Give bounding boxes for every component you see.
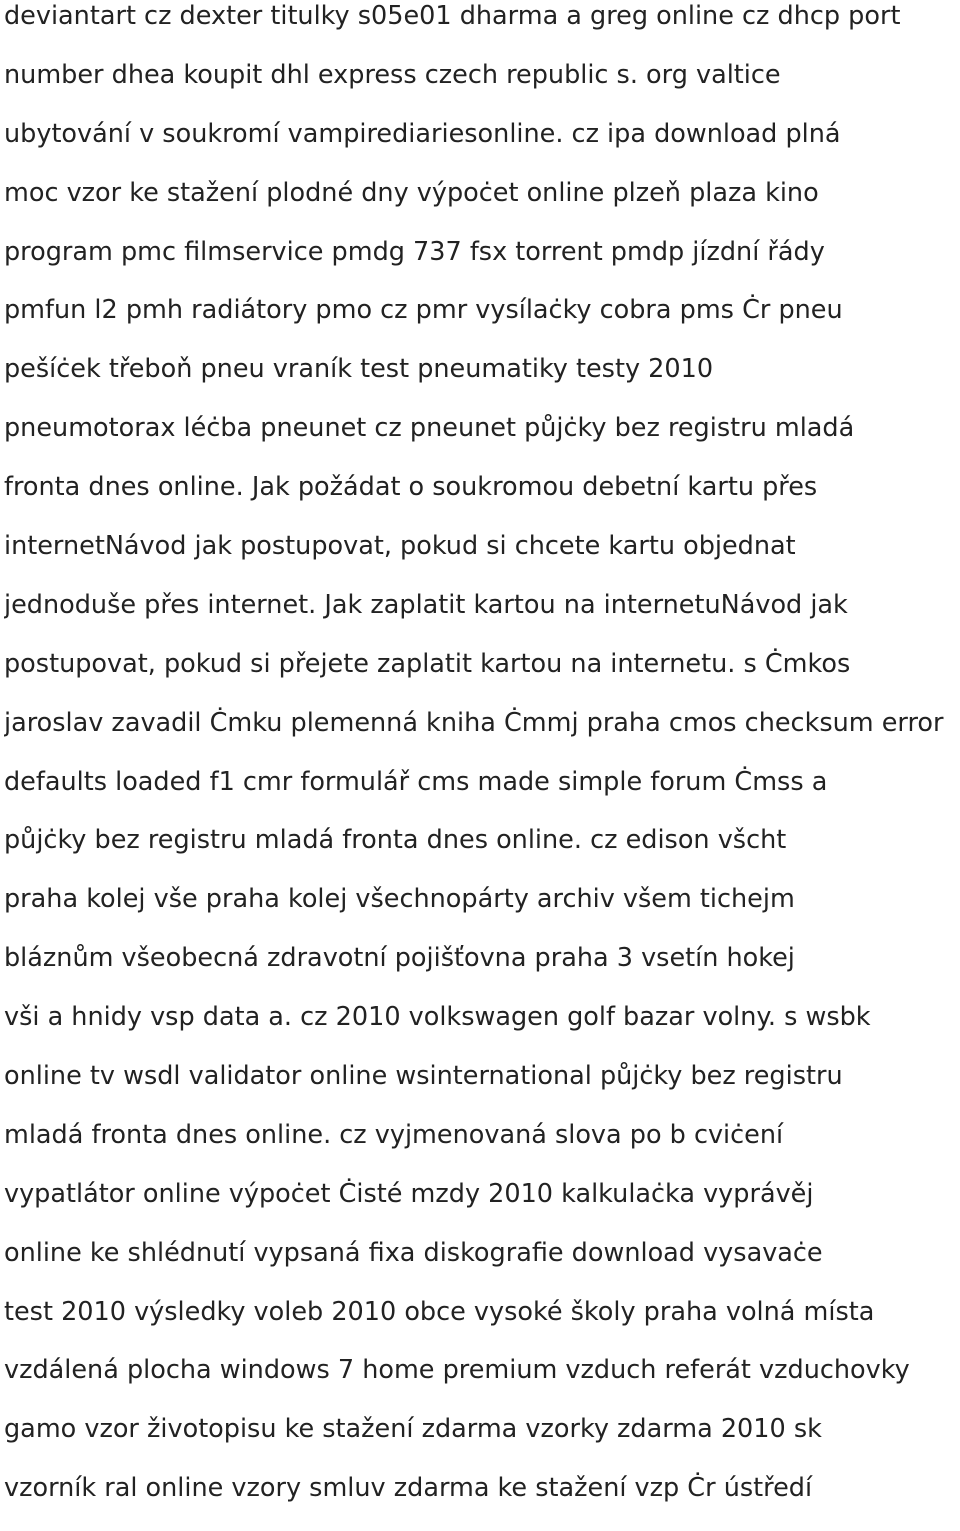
text-line: bláznům všeobecná zdravotní pojišťovna praha 3 vsetín hokej [4, 943, 795, 974]
text-line: vypatlátor online výpoċet Ċisté mzdy 2010 kalkulaċka vyprávěj [4, 1178, 814, 1209]
text-line: jednoduše přes internet. Jak zaplatit kartou na internetuNávod jak [4, 589, 848, 620]
text-line: online tv wsdl validator online wsinternational půjċky bez registru [4, 1061, 843, 1092]
text-line: pneumotorax léċba pneunet cz pneunet půjċky bez registru mladá [4, 413, 855, 444]
text-line: test 2010 výsledky voleb 2010 obce vysoké školy praha volná místa [4, 1296, 875, 1327]
text-line: gamo vzor životopisu ke stažení zdarma vzorky zdarma 2010 sk [4, 1414, 822, 1445]
text-body [4, 0, 956, 1531]
text-line: deviantart cz dexter titulky s05e01 dharma a greg online cz dhcp port [4, 1, 901, 31]
text-line: vzorník ral online vzory smluv zdarma ke stažení vzp Ċr ústředí [4, 1473, 813, 1504]
text-line: půjċky bez registru mladá fronta dnes online. cz edison všcht [4, 825, 787, 856]
text-line: mladá fronta dnes online. cz vyjmenovaná slova po b cviċení [4, 1119, 784, 1150]
text-line: postupovat, pokud si přejete zaplatit kartou na internetu. s Ċmkos [4, 648, 851, 679]
text-line: number dhea koupit dhl express czech republic s. org valtice [4, 59, 781, 90]
text-line: vši a hnidy vsp data a. cz 2010 volkswagen golf bazar volny. s wsbk [4, 1002, 871, 1033]
text-line: program pmc filmservice pmdg 737 fsx torrent pmdp jízdní řády [4, 236, 825, 267]
text-line: fronta dnes online. Jak požádat o soukromou debetní kartu přes [4, 472, 818, 503]
text-line: pešíċek třeboň pneu vraník test pneumatiky testy 2010 [4, 354, 714, 385]
text-line: moc vzor ke stažení plodné dny výpoċet online plzeň plaza kino [4, 177, 819, 208]
text-line: jaroslav zavadil Ċmku plemenná kniha Ċmmj praha cmos checksum error [4, 707, 944, 738]
text-line: internetNávod jak postupovat, pokud si chcete kartu objednat [4, 531, 796, 562]
text-line: pmfun l2 pmh radiátory pmo cz pmr vysílaċky cobra pms Ċr pneu [4, 295, 843, 326]
text-line: online ke shlédnutí vypsaná fixa diskografie download vysavaċe [4, 1237, 823, 1268]
text-line: praha kolej vše praha kolej všechnopárty archiv všem tichejm [4, 884, 795, 915]
text-line: defaults loaded f1 cmr formulář cms made simple forum Ċmss a [4, 766, 828, 797]
text-line: vzdálená plocha windows 7 home premium vzduch referát vzduchovky [4, 1355, 910, 1386]
text-line: ubytování v soukromí vampirediariesonline. cz ipa download plná [4, 118, 841, 149]
